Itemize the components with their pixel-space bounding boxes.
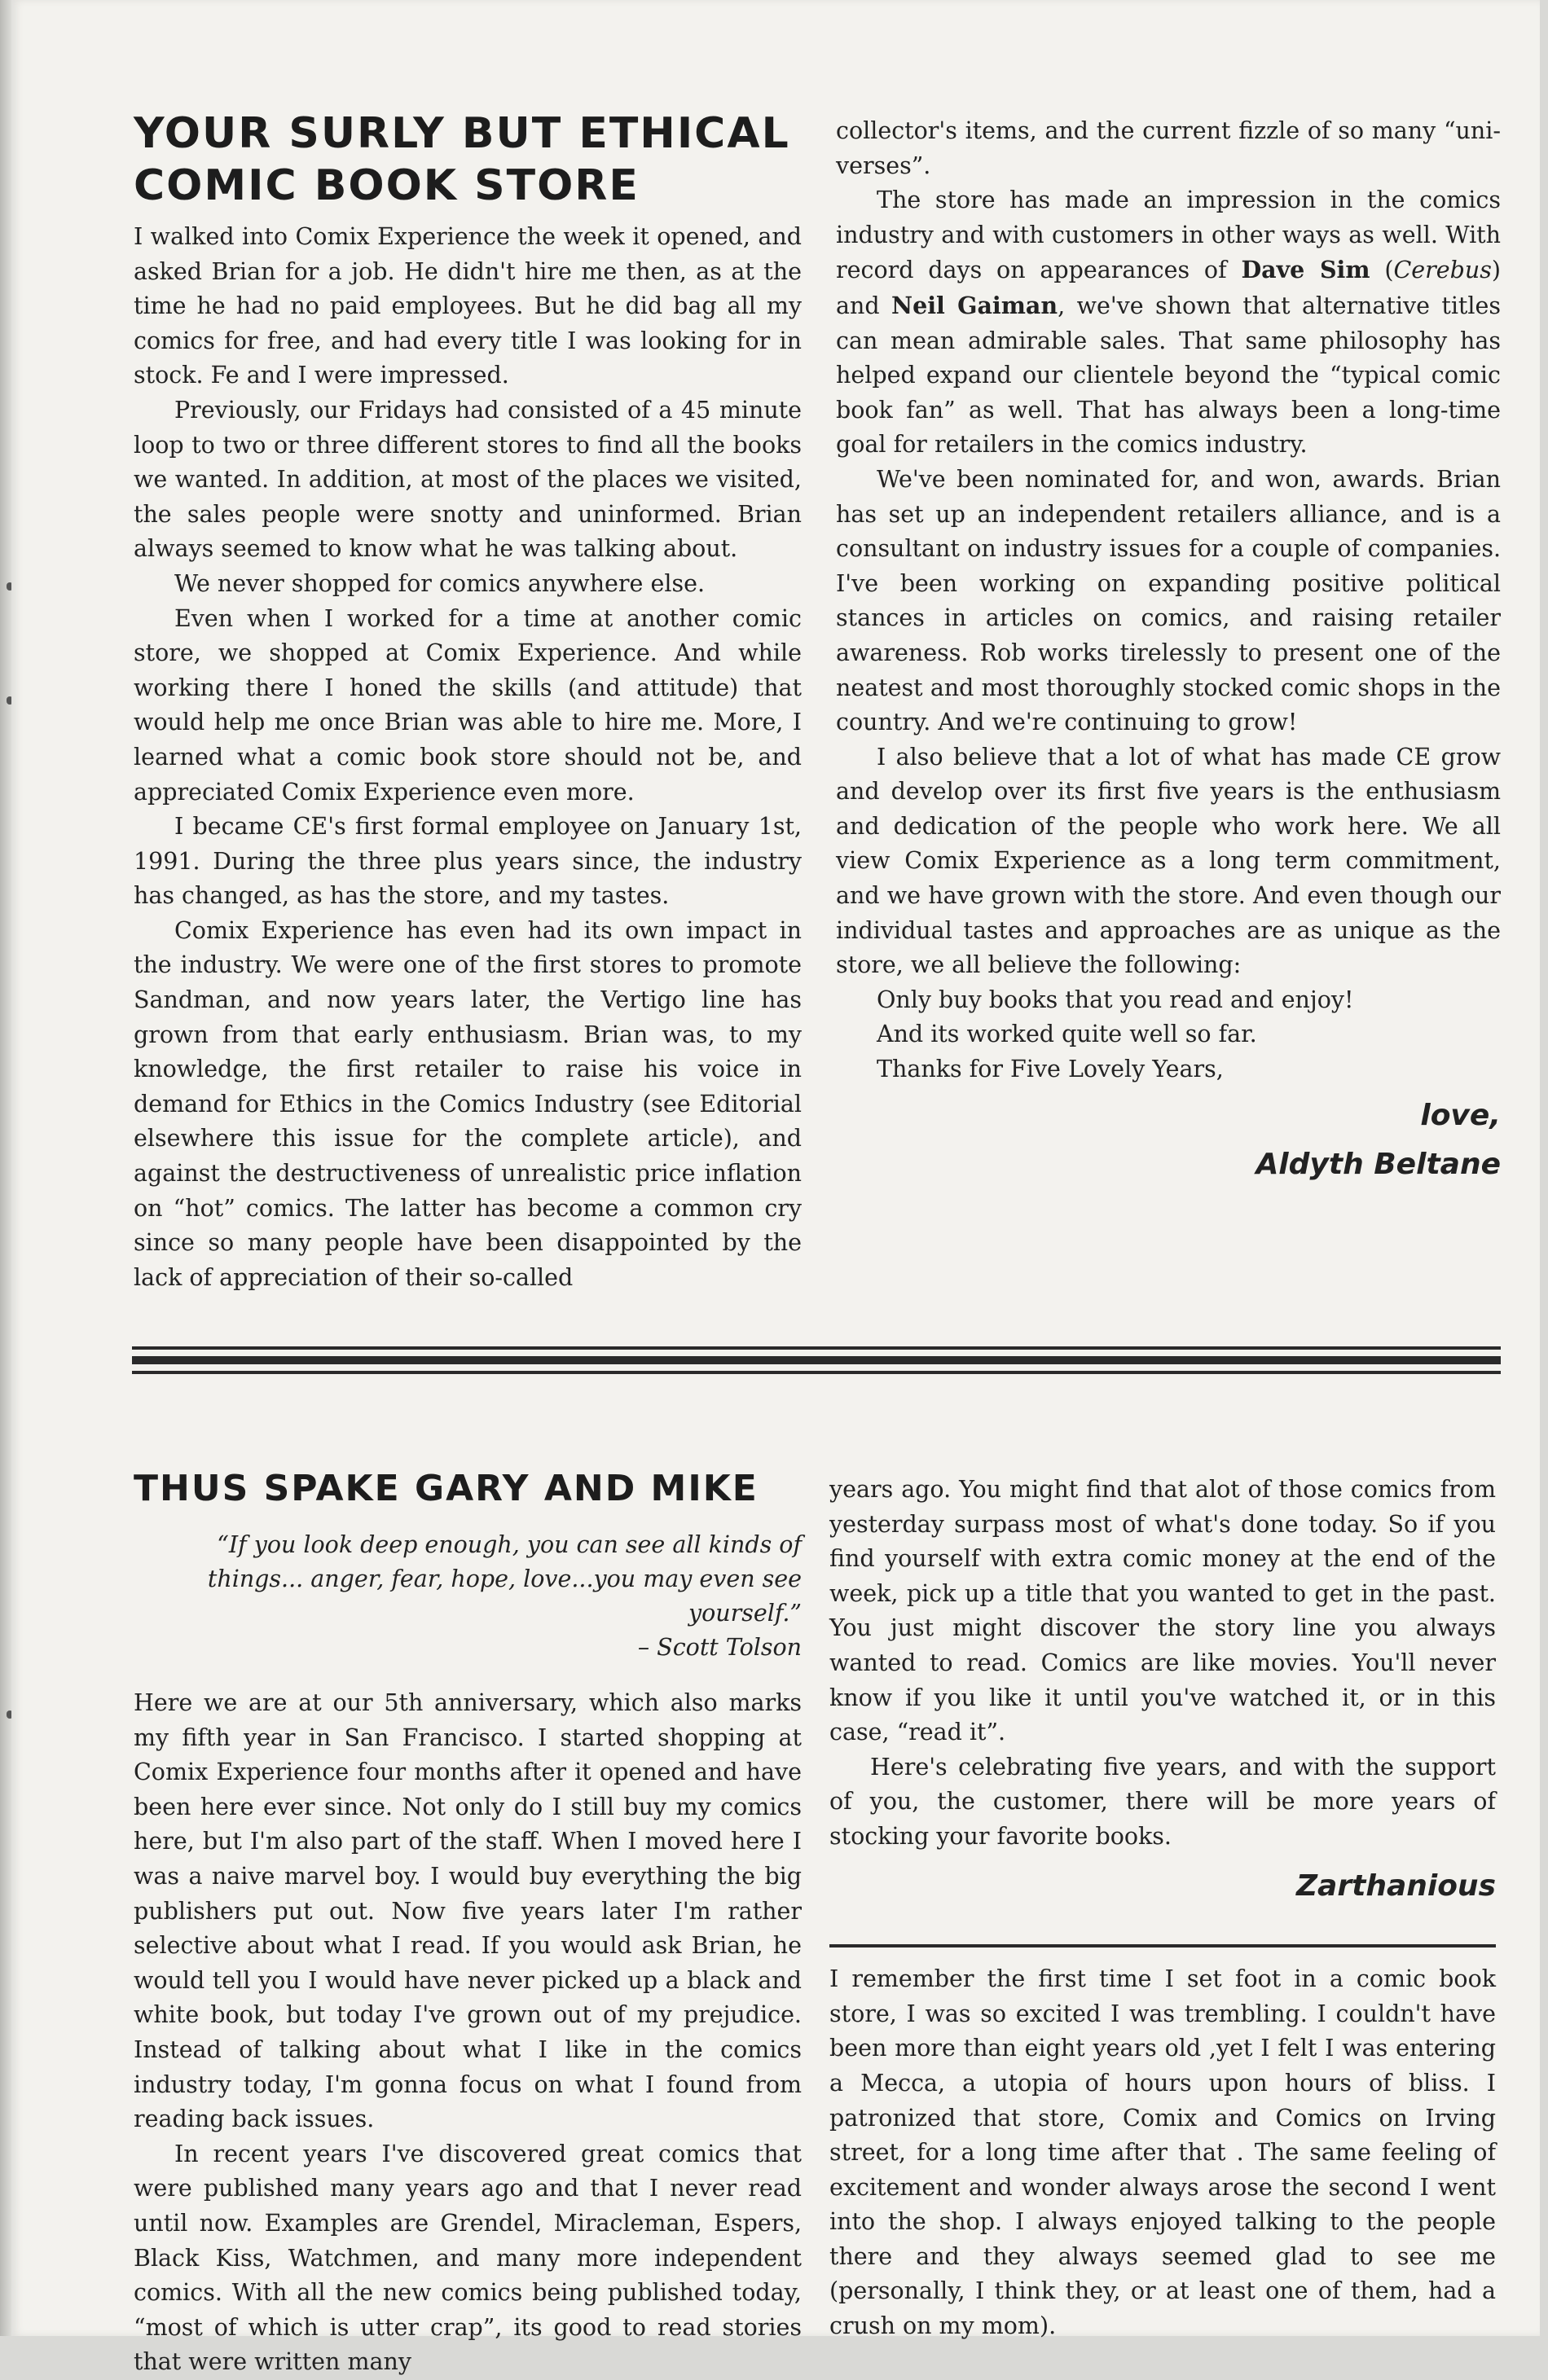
paragraph: Here we are at our 5th anniversary, which also marks my fifth year in San Francisco. I started shopping at Comix Experience four months after it opened and have been here ever since. Not only do I still buy my comics here, but I'm also part of the staff. When I moved here I was a naive marvel boy. I would buy everything the big publishers put out. Now five years later I'm rather selective about what I read. If you would ask Brian, he would tell you I would have never picked up a black and white book, but today I've grown out of my prejudice. Instead of talking about what I like in the comics industry today, I'm gonna focus on what I found from reading back issues. [134, 1689, 802, 2133]
article-2-right-column [829, 1473, 1496, 2344]
paragraph: Comix Experience has even had its own impact in the industry. We were one of the first stores to promote Sandman, and now years later, the Vertigo line has grown from that early enthusiasm. Brian was, to my knowledge, the first retailer to raise his voice in demand for Ethics in the Comics Industry (see Editorial elsewhere this issue for the complete article), and against the destructiveness of unrealistic price inflation on “hot” comics. The latter has become a common cry since so many people have been disappointed by the lack of appreciation of their so-called [134, 916, 802, 1291]
epigraph-quote: “If you look deep enough, you can see all kinds of things... anger, fear, hope, love...you may even see yourself.” [207, 1531, 802, 1627]
paragraph: We never shopped for comics anywhere else. [174, 569, 706, 597]
paragraph: Previously, our Fridays had consisted of a 45 minute loop to two or three different stores to find all the books we wanted. In addition, at most of the places we visited, the sales people were snotty and uninformed. Brian always seemed to know what he was talking about. [134, 396, 802, 563]
paragraph: I walked into Comix Experience the week it opened, and asked Brian for a job. He didn't hire me then, as at the time he had no paid employees. But he did bag all my comics for free, and had every title I was looking for in stock. Fe and I were impressed. [134, 223, 802, 389]
signature-name: Zarthanious [1295, 1868, 1496, 1903]
text-run: and [836, 292, 892, 319]
magazine-page [11, 0, 1540, 2376]
person-name: Neil Gaiman [891, 291, 1058, 319]
divider-line [132, 1356, 1501, 1364]
paragraph: In recent years I've discovered great comics that were published many years ago and that I never read until now. Examples are Grendel, Miracleman, Espers, Black Kiss, Watchmen, and many more independent comics. With all the new comics being published today, “most of which is utter crap”, its good to read stories that were written many [134, 2140, 802, 2376]
list-item: Only buy books that you read and enjoy! [877, 986, 1354, 1013]
epigraph-author: – Scott Tolson [637, 1634, 802, 1661]
divider-line [132, 1346, 1501, 1350]
paragraph: I also believe that a lot of what has made CE grow and develop over its first five years is the enthusiasm and dedication of the people who work here. We all view Comix Experience as a long term commitment, and we have grown with the store. And even though our individual tastes and approaches are as unique as the store, we all believe the following: [836, 743, 1501, 979]
person-name: Dave Sim [1241, 256, 1370, 284]
paragraph: years ago. You might find that alot of those comics from yesterday surpass most of what's done today. So if you find yourself with extra comic money at the end of the week, pick up a title that you wanted to get in the past. You just might discover the story line you always wanted to read. Comics are like movies. You'll never know if you like it until you've watched it, or in this case, “read it”. [829, 1476, 1496, 1746]
paragraph: The store has made an impression in the comics industry and with customers in other ways as well. With record days on appearances of Dave Sim (Cerebus) and Neil Gaiman, we've shown that alternative titles can mean admirable sales. That same philosophy has helped expand our clientele beyond the “typical comic book fan” as well. That has always been a long-time goal for retailers in the comics industry. [836, 187, 1501, 459]
signature-name: Aldyth Beltane [1256, 1148, 1501, 1182]
paragraph: We've been nominated for, and won, awards. Brian has set up an independent retailers alliance, and is a consultant on industry issues for a couple of companies. I've been working on expanding positive political stances in articles on comics, and raising retailer awareness. Rob works tirelessly to present one of the neatest and most thoroughly stocked comic shops in the country. And we're continuing to grow! [836, 465, 1501, 736]
article-2-title: THUS SPAKE GARY AND MIKE [134, 1468, 759, 1509]
list-item: Thanks for Five Lovely Years, [877, 1056, 1224, 1083]
article-2-left-column [134, 1466, 802, 2380]
text-run: , we've shown that alternative titles can mean admirable sales. That same philosophy has helped expand our clientele beyond the “typical comic book fan” as well. That has always been a long-time goal for retailers in the comics industry. [836, 292, 1501, 459]
section-rule [829, 1944, 1496, 1947]
paragraph: collector's items, and the current fizzle of so many “uni-verses”. [836, 117, 1501, 179]
article-1-left-column [134, 108, 802, 1295]
paragraph: Here's celebrating five years, and with the support of you, the customer, there will be more years of stocking your favorite books. [829, 1753, 1496, 1850]
signature-love: love, [1420, 1098, 1501, 1132]
article-1-title: YOUR SURLY BUT ETHICAL COMIC BOOK STORE [134, 109, 790, 210]
title-name: Cerebus [1393, 257, 1492, 284]
paragraph: I remember the first time I set foot in a comic book store, I was so excited I was trembling. I couldn't have been more than eight years old ,yet I felt I was entering a Mecca, a utopia of hours upon hours of bliss. I patronized that store, Comix and Comics on Irving street, for a long time after that . The same feeling of excitement and wonder always arose the second I went into the shop. I always enjoyed talking to the people there and they always seemed glad to see me (personally, I think they, or at least one of them, had a crush on my mom). [829, 1965, 1496, 2340]
list-item: And its worked quite well so far. [877, 1021, 1257, 1048]
page-binding [0, 0, 11, 2336]
divider-line [132, 1371, 1501, 1374]
paragraph: Even when I worked for a time at another comic store, we shopped at Comix Experience. And while working there I honed the skills (and attitude) that would help me once Brian was able to hire me. More, I learned what a comic book store should not be, and appreciated Comix Experience even more. [134, 604, 802, 806]
paragraph: I became CE's first formal employee on January 1st, 1991. During the three plus years since, the industry has changed, as has the store, and my tastes. [134, 813, 802, 910]
article-1-right-column [836, 114, 1501, 1183]
text-run: The store has made an impression in the comics industry and with customers in other ways as well. With record days on appearances of [836, 187, 1501, 284]
